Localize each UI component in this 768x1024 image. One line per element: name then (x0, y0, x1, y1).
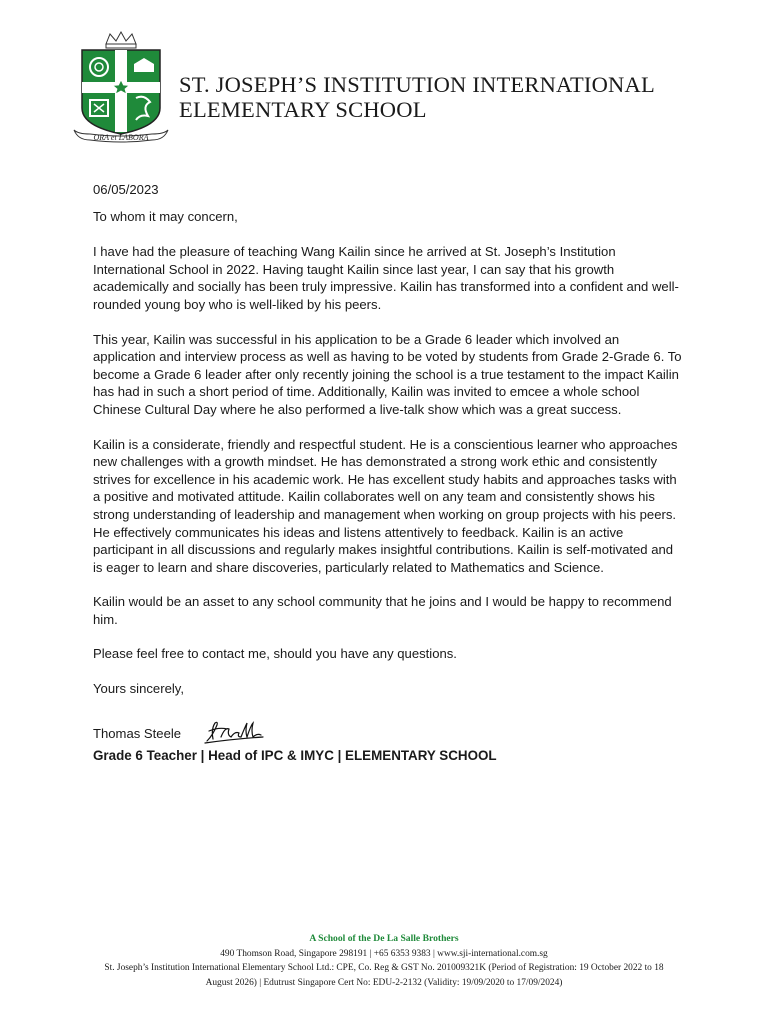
letter-greeting: To whom it may concern, (93, 208, 238, 224)
letter-date: 06/05/2023 (93, 182, 159, 197)
footer-brothers: A School of the De La Salle Brothers (309, 933, 459, 944)
handwritten-signature (203, 717, 269, 745)
signer-title: Grade 6 Teacher | Head of IPC & IMYC | ELEMENTARY SCHOOL (93, 747, 497, 763)
letter-paragraph: I have had the pleasure of teaching Wang Kailin since he arrived at St. Joseph’s Institution International School in 2022. Having taught Kailin since last year, I can say that his growth academically and socially has been truly impressive. Kailin has transformed into a confident and well-rounded young boy who is well-liked by his peers. (93, 244, 679, 312)
crown-icon (106, 32, 136, 48)
svg-text:ORA et LABORA: ORA et LABORA (93, 133, 149, 142)
signer-name: Thomas Steele (93, 726, 182, 742)
letter-footer (0, 932, 768, 990)
letter-paragraph: Please feel free to contact me, should you have any questions. (93, 646, 457, 662)
school-name-line2: ELEMENTARY SCHOOL (179, 97, 427, 122)
letter-body (93, 181, 683, 764)
letter-paragraph: Kailin is a considerate, friendly and respectful student. He is a conscientious learner who approaches new challenges with a growth mindset. He has demonstrated a strong work ethic and consistently strives for excellence in his academic work. He has excellent study habits and approaches tasks with a positive and motivated attitude. Kailin collaborates well on any team and consistently shows his strong understanding of leadership and management when working on group projects with his peers. He effectively communicates his ideas and listens attentively to feedback. Kailin is an active participant in all discussions and regularly makes insightful contributions. Kailin is self-motivated and is eager to learn and share discoveries, particularly related to Mathematics and Science. (93, 436, 678, 575)
letter-closing: Yours sincerely, (93, 681, 184, 697)
school-crest-logo (70, 30, 172, 148)
school-name-line1: ST. JOSEPH’S INSTITUTION INTERNATIONAL (179, 72, 655, 97)
signature-row (93, 715, 683, 745)
footer-address: 490 Thomson Road, Singapore 298191 | +65 6353 9383 | www.sji-international.com.sg (220, 948, 548, 959)
letter-paragraph: Kailin would be an asset to any school community that he joins and I would be happy to recommend him. (93, 594, 672, 627)
letter-paragraph: This year, Kailin was successful in his application to be a Grade 6 leader which involved an application and interview process as well as having to be voted by students from Grade 2-Grade 6. To become a Grade 6 leader after only recently joining the school is a true testament to the impact Kailin has had in such a short period of time. Additionally, Kailin was invited to emcee a whole school Chinese Cultural Day where he also performed a live-talk show which was a great success. (93, 331, 682, 417)
school-name (179, 72, 655, 122)
footer-registration: St. Joseph’s Institution International Elementary School Ltd.: CPE, Co. Reg & GST No. 201009321K (Period of Registration: 19 October 2022 to 18 August 2026) | Edutrust Singapore Cert No: EDU-2-2132 (Validity: 19/09/2020 to 17/09/2024) (104, 963, 664, 988)
